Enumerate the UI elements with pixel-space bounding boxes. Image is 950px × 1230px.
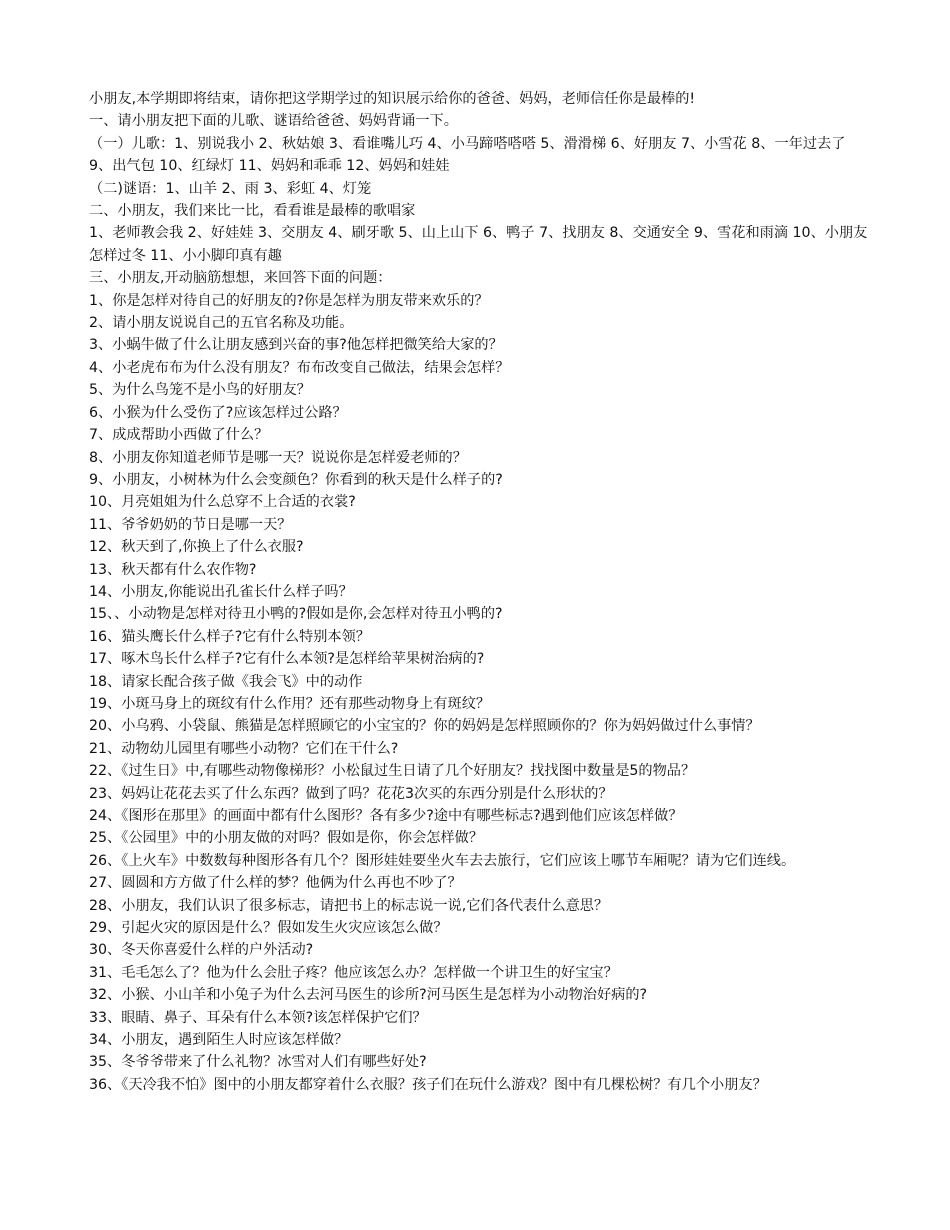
intro-text: 小朋友,本学期即将结束，请你把这学期学过的知识展示给你的爸爸、妈妈，老师信任你是最棒的! (89, 91, 696, 107)
section2-songs: 1、老师教会我 2、好娃娃 3、交朋友 4、刷牙歌 5、山上山下 6、鸭子 7、找朋友 8、交通安全 9、雪花和雨滴 10、小朋友怎样过冬 11、小小脚印真有趣 (89, 225, 868, 264)
section1-songs: （一）儿歌：1、别说我小 2、秋姑娘 3、看谁嘴儿巧 4、小马蹄嗒嗒嗒 5、滑滑梯 6、好朋友 7、小雪花 8、一年过去了 9、出气包 10、红绿灯 11、妈妈和乖乖 12、妈妈和娃娃 (89, 135, 846, 175)
question-item: 26、《上火车》中数数每种图形各有几个？图形娃娃要坐火车去去旅行，它们应该上哪节车厢呢？请为它们连线。 (89, 852, 796, 869)
question-item: 6、小猴为什么受伤了?应该怎样过公路？ (89, 404, 347, 421)
question-item: 28、小朋友，我们认识了很多标志，请把书上的标志说一说,它们各代表什么意思？ (89, 897, 609, 914)
question-item: 8、小朋友你知道老师节是哪一天？说说你是怎样爱老师的？ (89, 449, 467, 466)
question-item: 35、冬爷爷带来了什么礼物？冰雪对人们有哪些好处? (89, 1054, 427, 1071)
question-item: 14、小朋友,你能说出孔雀长什么样子吗？ (89, 583, 353, 600)
question-item: 1、你是怎样对待自己的好朋友的?你是怎样为朋友带来欢乐的？ (89, 292, 489, 309)
question-item: 3、小蜗牛做了什么让朋友感到兴奋的事?他怎样把微笑给大家的？ (89, 337, 503, 354)
question-item: 21、动物幼儿园里有哪些小动物？它们在干什么? (89, 740, 399, 757)
question-item: 22、《过生日》中,有哪些动物像梯形？小松鼠过生日请了几个好朋友？找找图中数量是5的物品？ (89, 763, 696, 780)
question-item: 27、圆圆和方方做了什么样的梦？他俩为什么再也不吵了？ (89, 875, 462, 892)
question-item: 2、请小朋友说说自己的五官名称及功能。 (89, 315, 354, 332)
question-item: 29、引起火灾的原因是什么？假如发生火灾应该怎么做？ (89, 920, 448, 937)
question-list (89, 290, 869, 1097)
question-item: 24、《图形在那里》的画面中都有什么图形？各有多少?途中有哪些标志?遇到他们应该怎样做？ (89, 808, 683, 824)
question-item: 36、《天冷我不怕》图中的小朋友都穿着什么衣服？孩子们在玩什么游戏？图中有几棵松树？有几个小朋友？ (89, 1076, 767, 1093)
question-item: 34、小朋友，遇到陌生人时应该怎样做？ (89, 1032, 349, 1049)
question-item: 20、小乌鸦、小袋鼠、熊猫是怎样照顾它的小宝宝的？你的妈妈是怎样照顾你的？你为妈妈做过什么事情？ (89, 718, 760, 735)
section2-heading: 二、小朋友，我们来比一比，看看谁是最棒的歌唱家 (89, 203, 416, 220)
question-item: 19、小斑马身上的斑纹有什么作用？还有那些动物身上有斑纹？ (89, 695, 491, 712)
question-item: 10、月亮姐姐为什么总穿不上合适的衣裳? (89, 494, 356, 511)
question-item: 30、冬天你喜爱什么样的户外活动? (89, 942, 314, 959)
question-item: 31、毛毛怎么了？他为什么会肚子疼？他应该怎么办？怎样做一个讲卫生的好宝宝？ (89, 964, 618, 981)
question-item: 4、小老虎布布为什么没有朋友？布布改变自己做法，结果会怎样？ (89, 359, 510, 376)
question-item: 11、爷爷奶奶的节日是哪一天？ (89, 516, 292, 533)
document-page (89, 88, 869, 1096)
question-item: 5、为什么鸟笼不是小鸟的好朋友？ (89, 382, 311, 399)
question-item: 12、秋天到了,你换上了什么衣服? (89, 539, 304, 556)
question-item: 18、请家长配合孩子做《我会飞》中的动作 (89, 673, 363, 690)
question-item: 25、《公园里》中的小朋友做的对吗？假如是你，你会怎样做？ (89, 830, 484, 847)
question-item: 17、啄木鸟长什么样子?它有什么本领?是怎样给苹果树治病的? (89, 651, 485, 668)
question-item: 16、猫头鹰长什么样子?它有什么特别本领？ (89, 628, 370, 645)
question-item: 13、秋天都有什么农作物? (89, 561, 257, 578)
question-item: 9、小朋友，小树林为什么会变颜色？你看到的秋天是什么样子的? (89, 471, 503, 488)
section1-riddles: （二)谜语：1、山羊 2、雨 3、彩虹 4、灯笼 (89, 180, 372, 197)
section3-heading: 三、小朋友,开动脑筋想想，来回答下面的问题： (89, 270, 392, 287)
question-item: 23、妈妈让花花去买了什么东西？做到了吗？花花3次买的东西分别是什么形状的？ (89, 785, 613, 802)
question-item: 7、成成帮助小西做了什么？ (89, 427, 269, 444)
question-item: 15、、小动物是怎样对待丑小鸭的?假如是你,会怎样对待丑小鸭的? (89, 606, 503, 623)
section1-heading: 一、请小朋友把下面的儿歌、谜语给爸爸、妈妈背诵一下。 (89, 113, 458, 130)
question-item: 32、小猴、小山羊和小兔子为什么去河马医生的诊所?河马医生是怎样为小动物治好病的? (89, 987, 648, 1004)
question-item: 33、眼睛、鼻子、耳朵有什么本领?该怎样保护它们？ (89, 1009, 427, 1026)
